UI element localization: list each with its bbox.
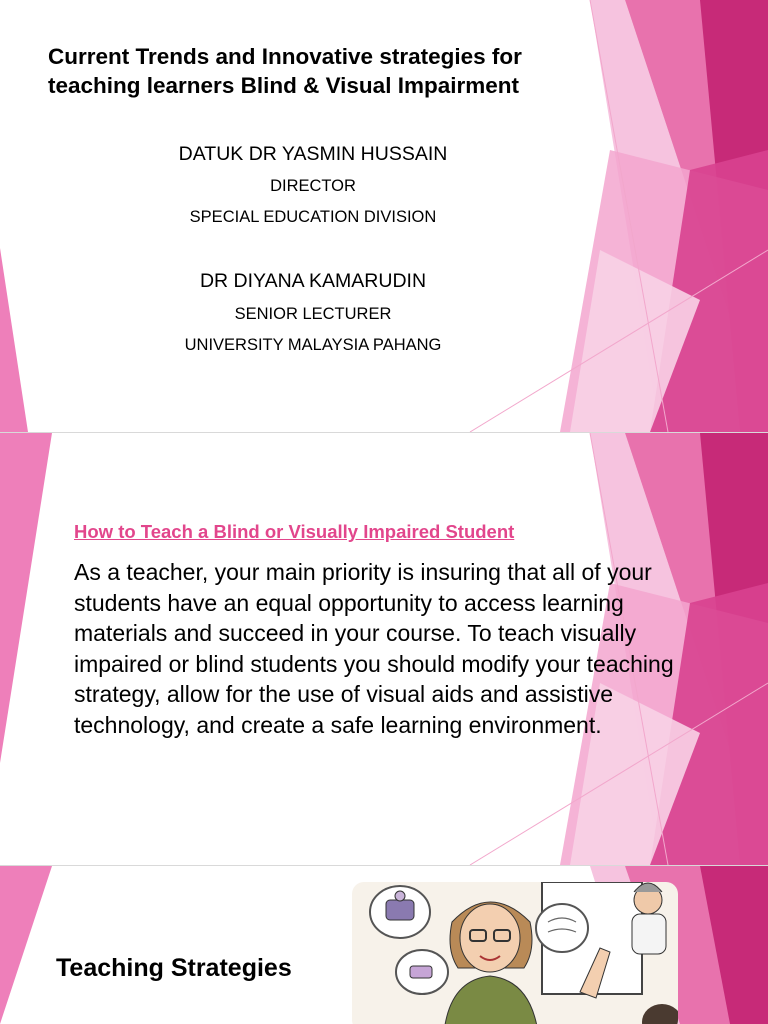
presenter-1-name: DATUK DR YASMIN HUSSAIN	[178, 143, 448, 165]
teacher-illustration	[352, 882, 678, 1024]
presenter-2-name: DR DIYANA KAMARUDIN	[199, 270, 427, 292]
title-slide	[0, 0, 768, 432]
teacher-illustration-graphic	[352, 882, 678, 1024]
slide-heading-link[interactable]: How to Teach a Blind or Visually Impaired Student	[74, 521, 515, 542]
slide-body-text: As a teacher, your main priority is insuring that all of your students have an equal opportunity to access learning materials and succeed in your course. To teach visually impaired or blind students you should modify your teaching strategy, allow for the use of visual aids and assistive technology, and create a safe learning environment.	[74, 559, 674, 738]
slide-title: Current Trends and Innovative strategies for teaching learners Blind & Visual Impairment	[48, 44, 522, 98]
presenter-2-role: SENIOR LECTURER	[234, 305, 392, 323]
presenter-1-role: DIRECTOR	[270, 177, 356, 195]
content-slide	[0, 433, 768, 865]
slide-title: Teaching Strategies	[56, 954, 292, 982]
presenter-2-org: UNIVERSITY MALAYSIA PAHANG	[184, 336, 442, 354]
presenter-1-org: SPECIAL EDUCATION DIVISION	[189, 208, 437, 226]
strategies-slide	[0, 866, 768, 1024]
